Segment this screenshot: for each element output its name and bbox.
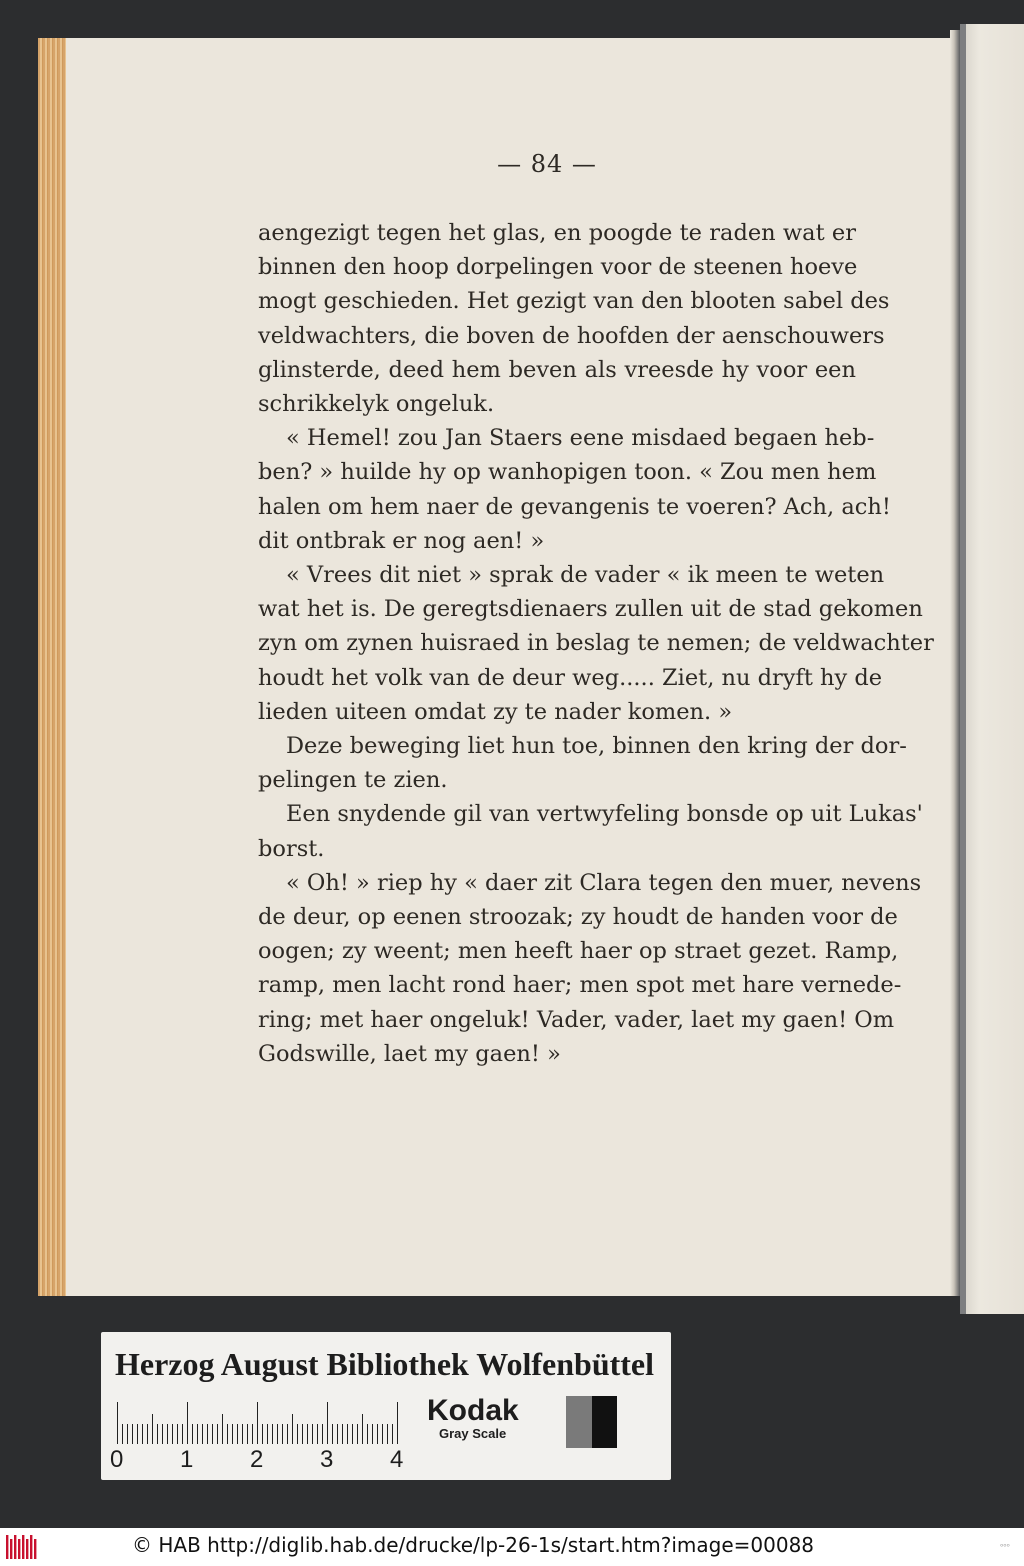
ruler-tick: [312, 1424, 313, 1444]
kodak-logo: Kodak: [427, 1394, 519, 1427]
ruler-tick: [172, 1424, 173, 1444]
ruler-tick: [372, 1424, 373, 1444]
ruler-tick: [317, 1424, 318, 1444]
text-line: oogen; zy weent; men heeft haer op straet gezet. Ramp,: [258, 938, 899, 965]
ruler-tick: [137, 1424, 138, 1444]
text-line: schrikkelyk ongeluk.: [258, 391, 495, 418]
copyright-url-text[interactable]: © HAB http://diglib.hab.de/drucke/lp-26-1s/start.htm?image=00088: [132, 1533, 815, 1557]
ruler-tick: [187, 1402, 188, 1444]
ruler-tick: [132, 1424, 133, 1444]
ruler-tick: [292, 1414, 293, 1444]
ruler-tick: [207, 1424, 208, 1444]
ruler-tick: [262, 1424, 263, 1444]
gray-swatch: [566, 1396, 591, 1448]
text-line: wat het is. De geregtsdienaers zullen uit de stad gekomen: [258, 596, 923, 623]
ruler-tick: [227, 1424, 228, 1444]
ruler-tick: [277, 1424, 278, 1444]
page-body-text: [258, 216, 934, 1071]
text-line: glinsterde, deed hem beven als vreesde hy voor een: [258, 356, 856, 383]
ruler-tick: [252, 1424, 253, 1444]
copyright-footer: [0, 1528, 1024, 1566]
ruler-tick: [117, 1402, 118, 1444]
ruler-tick: [122, 1424, 123, 1444]
ruler-tick: [392, 1424, 393, 1444]
text-line: ben? » huilde hy op wanhopigen toon. « Zou men hem: [258, 459, 877, 486]
ruler-tick: [242, 1424, 243, 1444]
ruler-number: 2: [250, 1446, 264, 1473]
ruler-tick: [387, 1424, 388, 1444]
page-number: — 84 —: [497, 150, 597, 178]
ruler-tick: [232, 1424, 233, 1444]
gray-swatch: [592, 1396, 617, 1448]
text-line: « Oh! » riep hy « daer zit Clara tegen den muer, nevens: [286, 869, 922, 896]
ruler-tick: [322, 1424, 323, 1444]
ruler-tick: [297, 1424, 298, 1444]
ruler-tick: [167, 1424, 168, 1444]
footer-mark: ᵒᵒᵒ: [1000, 1542, 1010, 1551]
text-line: lieden uiteen omdat zy te nader komen. »: [258, 698, 733, 725]
text-line: aengezigt tegen het glas, en poogde te raden wat er: [258, 220, 856, 246]
library-name: Herzog August Bibliothek Wolfenbüttel: [115, 1346, 655, 1382]
ruler-tick: [257, 1402, 258, 1444]
ruler-tick: [197, 1424, 198, 1444]
text-line: de deur, op eenen stroozak; zy houdt de handen voor de: [258, 904, 898, 931]
text-line: zyn om zynen huisraed in beslag te nemen; de veldwachter: [258, 630, 934, 657]
page-edge-stack: [38, 38, 66, 1296]
ruler-tick: [267, 1424, 268, 1444]
ruler-tick: [367, 1424, 368, 1444]
ruler-number: 3: [320, 1446, 334, 1473]
gray-scale-label: Gray Scale: [439, 1426, 507, 1441]
facing-page-edge: [960, 24, 1024, 1314]
gray-scale-swatches: [541, 1396, 617, 1448]
ruler-tick: [142, 1424, 143, 1444]
gray-swatch: [541, 1396, 566, 1448]
ruler-tick: [212, 1424, 213, 1444]
ruler-tick: [347, 1424, 348, 1444]
text-line: Een snydende gil van vertwyfeling bonsde op uit Lukas': [286, 801, 923, 828]
ruler-tick: [272, 1424, 273, 1444]
ruler-tick: [177, 1424, 178, 1444]
text-line: « Hemel! zou Jan Staers eene misdaed begaen heb-: [286, 425, 875, 452]
ruler-tick: [362, 1414, 363, 1444]
text-line: Deze beweging liet hun toe, binnen den kring der dor-: [286, 733, 907, 760]
ruler-tick: [217, 1424, 218, 1444]
text-line: Godswille, laet my gaen! »: [258, 1040, 561, 1067]
book-gutter: [950, 30, 960, 1296]
text-line: borst.: [258, 835, 325, 862]
ruler-tick: [127, 1424, 128, 1444]
text-line: houdt het volk van de deur weg..... Ziet, nu dryft hy de: [258, 664, 883, 691]
text-line: mogt geschieden. Het gezigt van den blooten sabel des: [258, 288, 890, 315]
ruler-number: 1: [180, 1446, 194, 1473]
text-line: pelingen te zien.: [258, 767, 448, 794]
ruler-tick: [287, 1424, 288, 1444]
ruler-tick: [147, 1424, 148, 1444]
text-line: dit ontbrak er nog aen! »: [258, 527, 545, 554]
ruler-tick: [382, 1424, 383, 1444]
text-line: veldwachters, die boven de hoofden der aenschouwers: [258, 322, 885, 349]
ruler-tick: [377, 1424, 378, 1444]
scale-ruler: [117, 1402, 402, 1444]
ruler-number: 4: [390, 1446, 404, 1473]
ruler-tick: [202, 1424, 203, 1444]
ruler-tick: [282, 1424, 283, 1444]
ruler-tick: [192, 1424, 193, 1444]
ruler-tick: [152, 1414, 153, 1444]
ruler-tick: [222, 1414, 223, 1444]
text-line: halen om hem naer de gevangenis te voeren? Ach, ach!: [258, 493, 891, 520]
text-line: « Vrees dit niet » sprak de vader « ik meen te weten: [286, 562, 885, 589]
ruler-tick: [307, 1424, 308, 1444]
ruler-tick: [237, 1424, 238, 1444]
ruler-tick: [357, 1424, 358, 1444]
ruler-tick: [162, 1424, 163, 1444]
ruler-tick: [327, 1402, 328, 1444]
ruler-tick: [182, 1424, 183, 1444]
text-line: ring; met haer ongeluk! Vader, vader, laet my gaen! Om: [258, 1006, 895, 1033]
text-line: binnen den hoop dorpelingen voor de steenen hoeve: [258, 254, 858, 281]
ruler-tick: [247, 1424, 248, 1444]
ruler-tick: [352, 1424, 353, 1444]
ruler-number: 0: [110, 1446, 124, 1473]
ruler-tick: [157, 1424, 158, 1444]
ruler-tick: [337, 1424, 338, 1444]
ruler-tick: [397, 1402, 398, 1444]
hab-logo-icon: [6, 1535, 40, 1559]
library-target-card: [101, 1332, 671, 1480]
ruler-tick: [342, 1424, 343, 1444]
ruler-tick: [332, 1424, 333, 1444]
ruler-tick: [302, 1424, 303, 1444]
text-line: ramp, men lacht rond haer; men spot met hare vernede-: [258, 972, 902, 999]
